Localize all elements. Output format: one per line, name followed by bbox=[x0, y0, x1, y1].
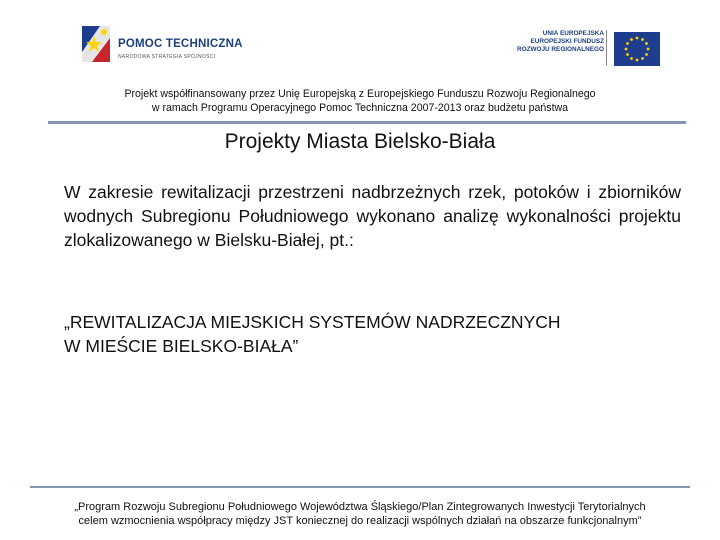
footer-line: „Program Rozwoju Subregionu Południowego Województwa Śląskiego/Plan Zintegrowanych Inwestycji Terytorialnych bbox=[74, 501, 646, 513]
funding-note-line: w ramach Programu Operacyjnego Pomoc Techniczna 2007-2013 oraz budżetu państwa bbox=[151, 102, 569, 114]
header-divider bbox=[48, 121, 686, 124]
footer-note bbox=[14, 500, 706, 528]
eu-logo-line: ROZWOJU REGIONALNEGO bbox=[517, 46, 604, 53]
body-paragraph: W zakresie rewitalizacji przestrzeni nadbrzeżnych rzek, potoków i zbiorników wodnych Subregionu Południowego wykonano analizę wykonalności projektu zlokalizowanego w Bielsku-Białej, pt.: bbox=[64, 182, 681, 250]
funding-note-line: Projekt współfinansowany przez Unię Europejską z Europejskiego Funduszu Rozwoju Regionalnego bbox=[124, 88, 596, 100]
footer-divider bbox=[30, 486, 690, 488]
header-logos bbox=[0, 0, 720, 80]
eu-logo-divider bbox=[606, 30, 607, 66]
eu-logo-text bbox=[517, 30, 604, 54]
eu-logo bbox=[510, 30, 660, 72]
project-name bbox=[64, 310, 684, 358]
logo-subtitle: NARODOWA STRATEGIA SPÓJNOŚCI bbox=[118, 54, 216, 60]
pomoc-techniczna-logo bbox=[80, 22, 243, 70]
project-name-line: W MIEŚCIE BIELSKO-BIAŁA” bbox=[64, 336, 299, 356]
eu-logo-line: UNIA EUROPEJSKA bbox=[542, 30, 604, 37]
page-title: Projekty Miasta Bielsko-Biała bbox=[224, 130, 496, 153]
logo-title: POMOC TECHNICZNA bbox=[118, 38, 243, 50]
funding-note bbox=[40, 87, 680, 115]
eu-flag-icon bbox=[614, 32, 660, 66]
pomoc-techniczna-emblem-icon bbox=[80, 22, 114, 66]
eu-logo-line: EUROPEJSKI FUNDUSZ bbox=[530, 38, 604, 45]
project-name-line: „REWITALIZACJA MIEJSKICH SYSTEMÓW NADRZECZNYCH bbox=[64, 312, 561, 332]
footer-line: celem wzmocnienia współpracy między JST koniecznej do realizacji wspólnych działań na obszarze funkcjonalnym” bbox=[78, 515, 642, 527]
